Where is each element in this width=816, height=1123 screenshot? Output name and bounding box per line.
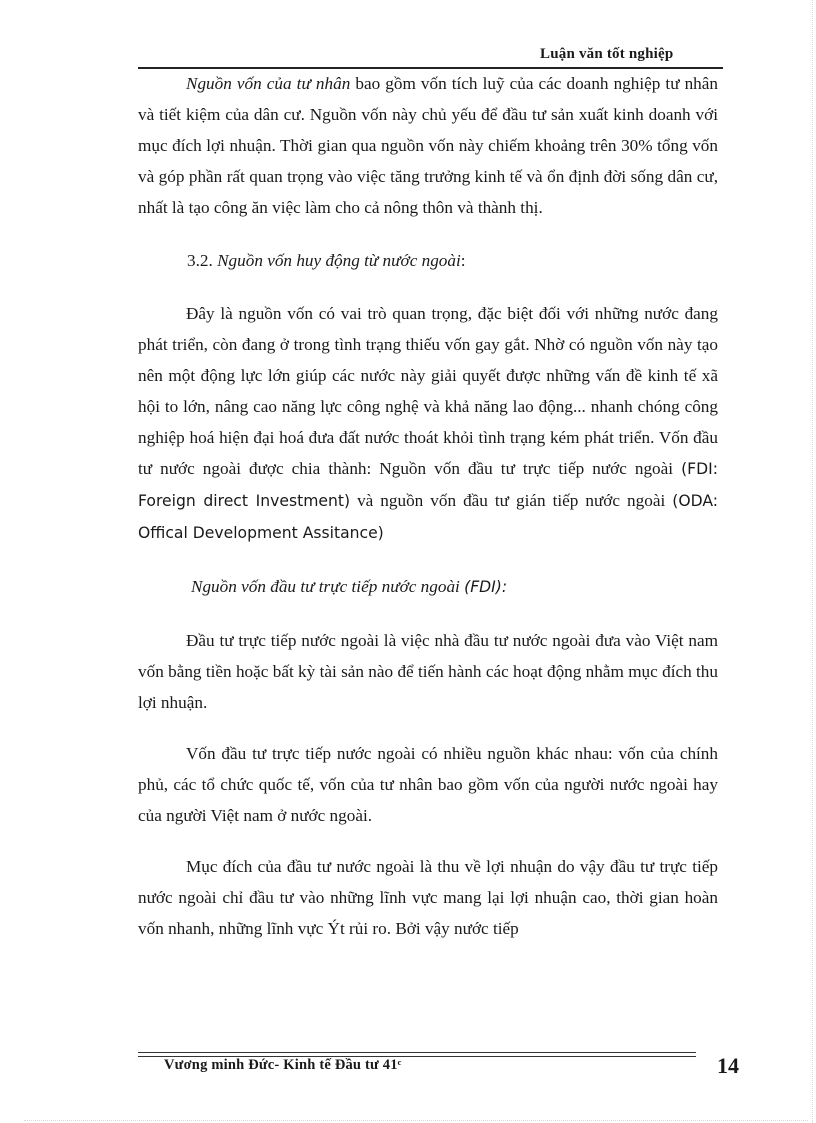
section-heading — [138, 245, 718, 276]
section-number: 3.2. — [187, 251, 213, 270]
fdi-subheading-text: Nguồn vốn đầu tư trực tiếp nước ngoài — [191, 577, 465, 596]
section-title: Nguồn vốn huy động từ nước ngoài — [217, 251, 461, 270]
paragraph-lead-term: Nguồn vốn của tư nhân — [186, 74, 351, 93]
section-colon: : — [460, 251, 466, 270]
paragraph-fdi-purpose: Mục đích của đầu tư nước ngoài là thu về lợi nhuận do vậy đầu tư trực tiếp nước ngoài chỉ đầu tư vào những lĩnh vực mang lại lợi nhuận cao, thời gian hoàn vốn nhanh, những lĩnh vực Ýt rủi ro. Bởi vậy nước tiếp — [138, 857, 718, 938]
paragraph-body-mid: và nguồn vốn đầu tư gián tiếp nước ngoài — [350, 491, 673, 510]
page-number: 14 — [717, 1053, 739, 1078]
body-text — [138, 68, 718, 944]
fdi-abbreviation: (FDI: Foreign direct Investment) — [138, 460, 718, 510]
fdi-subheading-abbr: (FDI): — [464, 578, 508, 596]
paragraph-fdi-definition: Đầu tư trực tiếp nước ngoài là việc nhà đầu tư nước ngoài đưa vào Việt nam vốn bằng tiền hoặc bất kỳ tài sản nào để tiến hành các hoạt động nhằm mục đích thu lợi nhuận. — [138, 631, 718, 712]
running-header: Luận văn tốt nghiệp — [540, 46, 674, 62]
paragraph-foreign-capital — [138, 298, 718, 549]
oda-abbreviation: (ODA: Offical Development Assitance) — [138, 492, 718, 542]
paragraph-body: bao gồm vốn tích luỹ của các doanh nghiệp tư nhân và tiết kiệm của dân cư. Nguồn vốn này chủ yếu để đầu tư sản xuất kinh doanh với mục đích lợi nhuận. Thời gian qua nguồn vốn này chiếm khoảng trên 30% tổng vốn và góp phần rất quan trọng vào việc tăng trưởng kinh tế và ổn định đời sống dân cư, nhất là tạo công ăn việc làm cho cả nông thôn và thành thị. — [138, 74, 718, 217]
page-edge-bottom — [24, 1120, 808, 1121]
page-edge-right — [812, 0, 816, 1123]
footer-author: Vương minh Đức- Kinh tế Đầu tư 41ᶜ — [164, 1057, 402, 1073]
paragraph-private-capital — [138, 68, 718, 223]
paragraph-fdi-sources: Vốn đầu tư trực tiếp nước ngoài có nhiều nguồn khác nhau: vốn của chính phủ, các tổ chức quốc tế, vốn của tư nhân bao gồm vốn của người nước ngoài hay của người Việt nam ở nước ngoài. — [138, 744, 718, 825]
paragraph-body: Đây là nguồn vốn có vai trò quan trọng, đặc biệt đối với những nước đang phát triển, còn đang ở trong tình trạng thiếu vốn gay gắt. Nhờ có nguồn vốn này tạo nên một động lực lớn giúp các nước này giải quyết được những vấn đề kinh tế xã hội to lớn, nâng cao năng lực công nghệ và khả năng lao động... nhanh chóng công nghiệp hoá hiện đại hoá đưa đất nước thoát khỏi tình trạng kém phát triển. Vốn đầu tư nước ngoài được chia thành: Nguồn vốn đầu tư trực tiếp nước ngoài — [138, 304, 718, 478]
fdi-subheading — [138, 571, 718, 603]
